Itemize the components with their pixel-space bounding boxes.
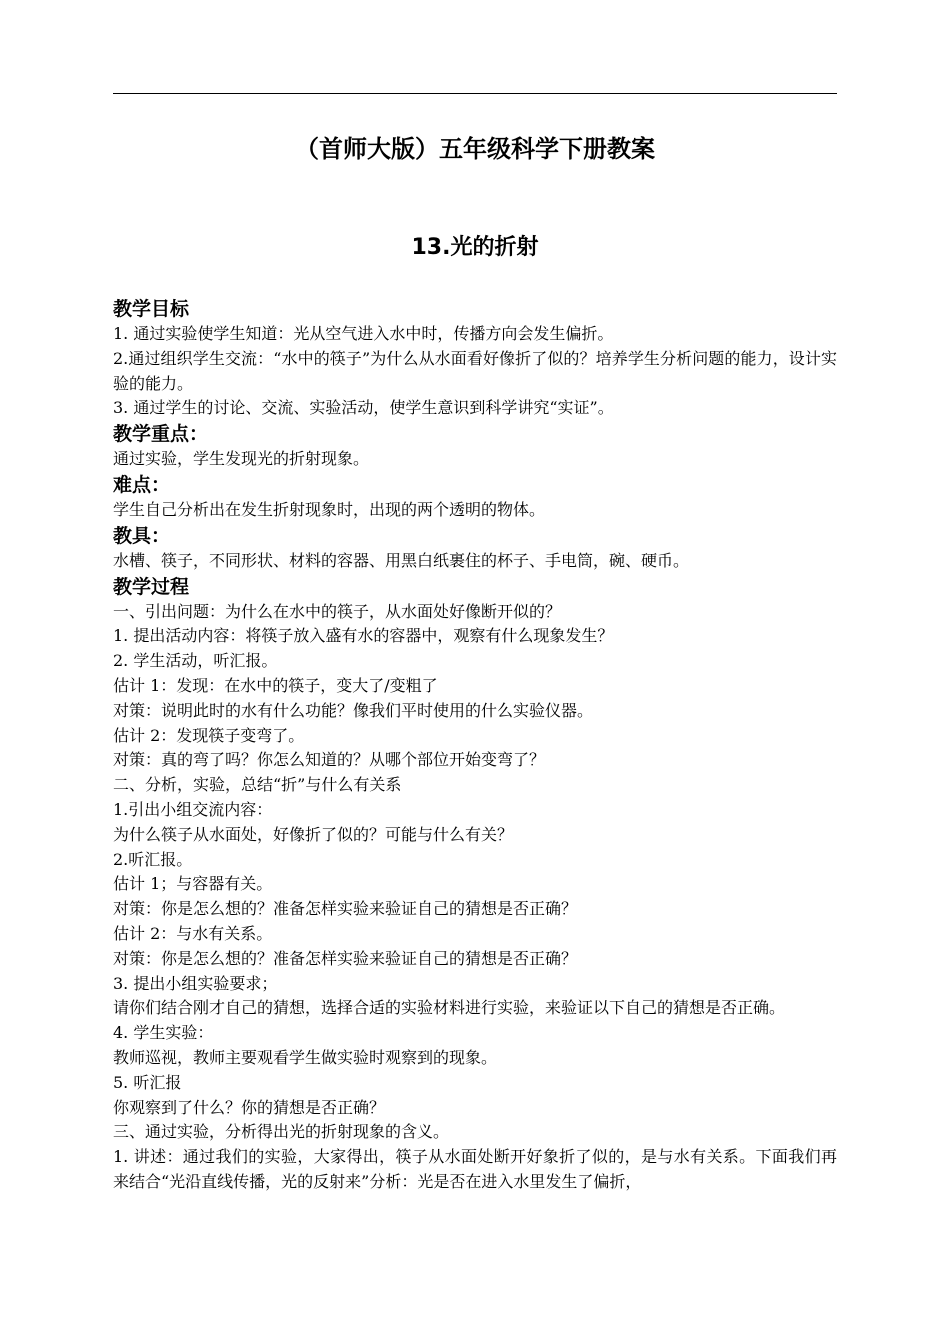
paragraph: 估计 2：发现筷子变弯了。 bbox=[113, 725, 305, 745]
paragraph: 请你们结合刚才自己的猜想，选择合适的实验材料进行实验，来验证以下自己的猜想是否正确。 bbox=[113, 998, 786, 1018]
paragraph: 估计 2：与水有关系。 bbox=[113, 923, 273, 943]
section-heading: 教学过程 bbox=[113, 575, 190, 598]
paragraph: 教师巡视，教师主要观看学生做实验时观察到的现象。 bbox=[113, 1047, 498, 1067]
paragraph: 1. 提出活动内容：将筷子放入盛有水的容器中，观察有什么现象发生？ bbox=[113, 626, 614, 646]
paragraph: 通过实验，学生发现光的折射现象。 bbox=[113, 449, 370, 469]
paragraph: 一、引出问题：为什么在水中的筷子，从水面处好像断开似的？ bbox=[113, 601, 562, 621]
header-rule bbox=[113, 93, 837, 94]
paragraph: 估计 1：发现：在水中的筷子，变大了/变粗了 bbox=[113, 675, 438, 695]
paragraph: 为什么筷子从水面处，好像折了似的？可能与什么有关？ bbox=[113, 824, 514, 844]
section-heading: 教学目标 bbox=[113, 298, 190, 320]
paragraph: 5. 听汇报 bbox=[113, 1072, 182, 1092]
paragraph: 你观察到了什么？你的猜想是否正确？ bbox=[113, 1097, 386, 1117]
paragraph: 三、通过实验，分析得出光的折射现象的含义。 bbox=[113, 1122, 450, 1142]
paragraph: 二、分析，实验，总结“折”与什么有关系 bbox=[113, 775, 402, 795]
section-teaching-aids bbox=[113, 523, 837, 574]
section-teaching-process bbox=[113, 574, 837, 1195]
section-teaching-objectives bbox=[113, 296, 837, 421]
section-key-points bbox=[113, 421, 837, 472]
document-title: （首师大版）五年级科学下册教案 bbox=[295, 135, 655, 163]
paragraph: 水槽、筷子，不同形状、材料的容器、用黑白纸裹住的杯子、手电筒，碗、硬币。 bbox=[113, 550, 690, 570]
paragraph: 3. 提出小组实验要求； bbox=[113, 973, 278, 993]
paragraph: 2.听汇报。 bbox=[113, 849, 193, 869]
paragraph: 对策：你是怎么想的？准备怎样实验来验证自己的猜想是否正确？ bbox=[113, 948, 578, 968]
paragraph: 1. 通过实验使学生知道：光从空气进入水中时，传播方向会发生偏折。 bbox=[113, 324, 614, 343]
paragraph: 2. 学生活动，听汇报。 bbox=[113, 651, 278, 671]
paragraph: 3. 通过学生的讨论、交流、实验活动，使学生意识到科学讲究“实证”。 bbox=[113, 398, 614, 418]
section-difficulties bbox=[113, 472, 837, 523]
paragraph: 1. 讲述：通过我们的实验，大家得出，筷子从水面处断开好象折了似的，是与水有关系。下面我们再来结合“光沿直线传播，光的反射来”分析：光是否在进入水里发生了偏折， bbox=[113, 1147, 837, 1191]
paragraph: 1.引出小组交流内容： bbox=[113, 799, 273, 819]
section-heading: 教具： bbox=[113, 524, 171, 547]
paragraph: 估计 1；与容器有关。 bbox=[113, 874, 273, 894]
paragraph: 对策：你是怎么想的？准备怎样实验来验证自己的猜想是否正确？ bbox=[113, 899, 578, 919]
section-heading: 教学重点： bbox=[113, 423, 209, 446]
lesson-title: 13.光的折射 bbox=[411, 235, 539, 260]
paragraph: 对策：真的弯了吗？你怎么知道的？从哪个部位开始变弯了？ bbox=[113, 750, 546, 770]
document-body bbox=[113, 296, 837, 1195]
paragraph: 对策：说明此时的水有什么功能？像我们平时使用的什么实验仪器。 bbox=[113, 700, 594, 720]
section-heading: 难点： bbox=[113, 473, 171, 496]
paragraph: 4. 学生实验： bbox=[113, 1023, 214, 1043]
paragraph: 学生自己分析出在发生折射现象时，出现的两个透明的物体。 bbox=[113, 499, 546, 519]
paragraph: 2.通过组织学生交流：“水中的筷子”为什么从水面看好像折了似的？培养学生分析问题的能力，设计实验的能力。 bbox=[113, 348, 837, 393]
